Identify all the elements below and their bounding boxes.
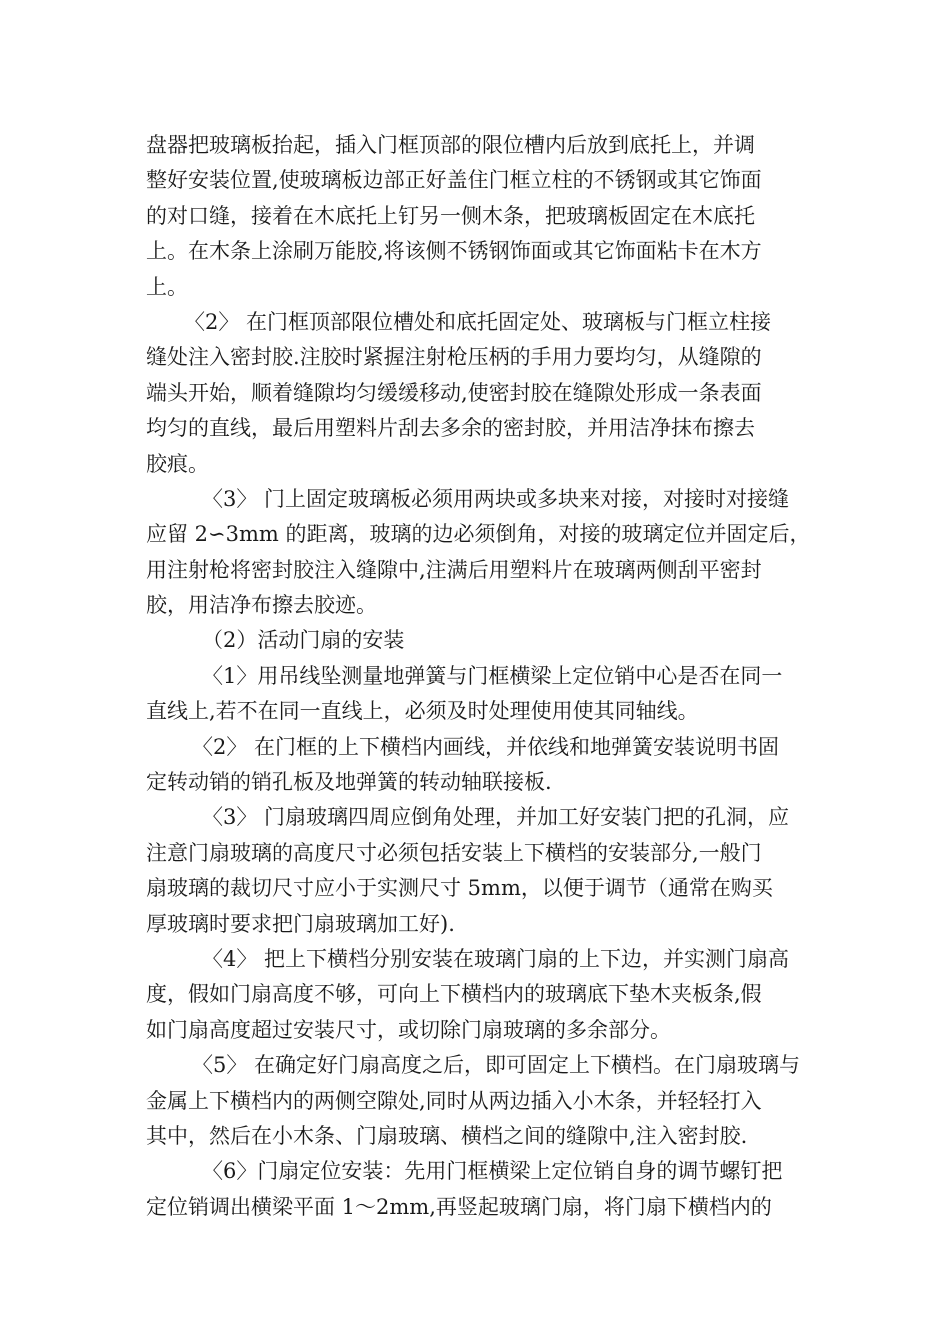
text-line: 金属上下横档内的两侧空隙处,同时从两边插入小木条，并轻轻打入 [146,1088,762,1113]
text-line: 直线上,若不在同一直线上，必须及时处理使用使其同轴线。 [146,699,699,724]
text-line: 的对口缝，接着在木底托上钉另一侧木条，把玻璃板固定在木底托 [146,203,755,228]
paragraph-start-line: 〈6〉门扇定位安装：先用门框横梁上定位销自身的调节螺钉把 [202,1159,783,1184]
text-line: 胶，用洁净布擦去胶迹。 [146,593,377,618]
section-heading: （2）活动门扇的安装 [202,628,405,653]
text-line: 度，假如门扇高度不够，可向上下横档内的玻璃底下垫木夹板条,假 [146,982,762,1007]
text-line: 盘器把玻璃板抬起，插入门框顶部的限位槽内后放到底托上，并调 [146,133,755,157]
text-line: 应留 2∽3mm 的距离，玻璃的边必须倒角，对接的玻璃定位并固定后， [146,522,811,547]
text-line: 厚玻璃时要求把门扇玻璃加工好). [146,911,455,936]
paragraph-start-line: 〈3〉 门扇玻璃四周应倒角处理，并加工好安装门把的孔洞，应 [202,805,790,830]
text-line: 胶痕。 [146,451,209,476]
text-line: 均匀的直线，最后用塑料片刮去多余的密封胶，并用洁净抹布擦去 [146,416,755,441]
text-line: 注意门扇玻璃的高度尺寸必须包括安装上下横档的安装部分,一般门 [146,840,762,865]
text-line: 其中，然后在小木条、门扇玻璃、横档之间的缝隙中,注入密封胶. [146,1123,748,1148]
paragraph-start-line: 〈4〉 把上下横档分别安装在玻璃门扇的上下边，并实测门扇高 [202,946,790,971]
paragraph-start-line: 〈1〉用吊线坠测量地弹簧与门框横梁上定位销中心是否在同一 [202,663,783,688]
text-line: 用注射枪将密封胶注入缝隙中,注满后用塑料片在玻璃两侧刮平密封 [146,557,762,582]
text-line: 整好安装位置,使玻璃板边部正好盖住门框立柱的不锈钢或其它饰面 [146,168,762,193]
text-line: 如门扇高度超过安装尺寸，或切除门扇玻璃的多余部分。 [146,1017,671,1042]
paragraph-start-line: 〈2〉 在门框顶部限位槽处和底托固定处、玻璃板与门框立柱接 [184,309,772,334]
paragraph-start-line: 〈2〉 在门框的上下横档内画线，并依线和地弹簧安装说明书固 [192,734,780,759]
text-line: 定转动销的销孔板及地弹簧的转动轴联接板. [146,770,552,795]
paragraph-start-line: 〈3〉 门上固定玻璃板必须用两块或多块来对接，对接时对接缝 [202,486,790,511]
text-line: 上。在木条上涂刷万能胶,将该侧不锈钢饰面或其它饰面粘卡在木方 [146,239,762,264]
text-line: 扇玻璃的裁切尺寸应小于实测尺寸 5mm，以便于调节（通常在购买 [146,876,773,901]
text-line: 缝处注入密封胶.注胶时紧握注射枪压柄的手用力要均匀，从缝隙的 [146,345,762,370]
document-body [146,128,810,1225]
text-line: 定位销调出横梁平面 1～2mm,再竖起玻璃门扇，将门扇下横档内的 [146,1194,772,1219]
text-line: 上。 [146,274,188,299]
paragraph-start-line: 〈5〉 在确定好门扇高度之后，即可固定上下横档。在门扇玻璃与 [192,1053,801,1078]
text-line: 端头开始，顺着缝隙均匀缓缓移动,使密封胶在缝隙处形成一条表面 [146,380,762,405]
